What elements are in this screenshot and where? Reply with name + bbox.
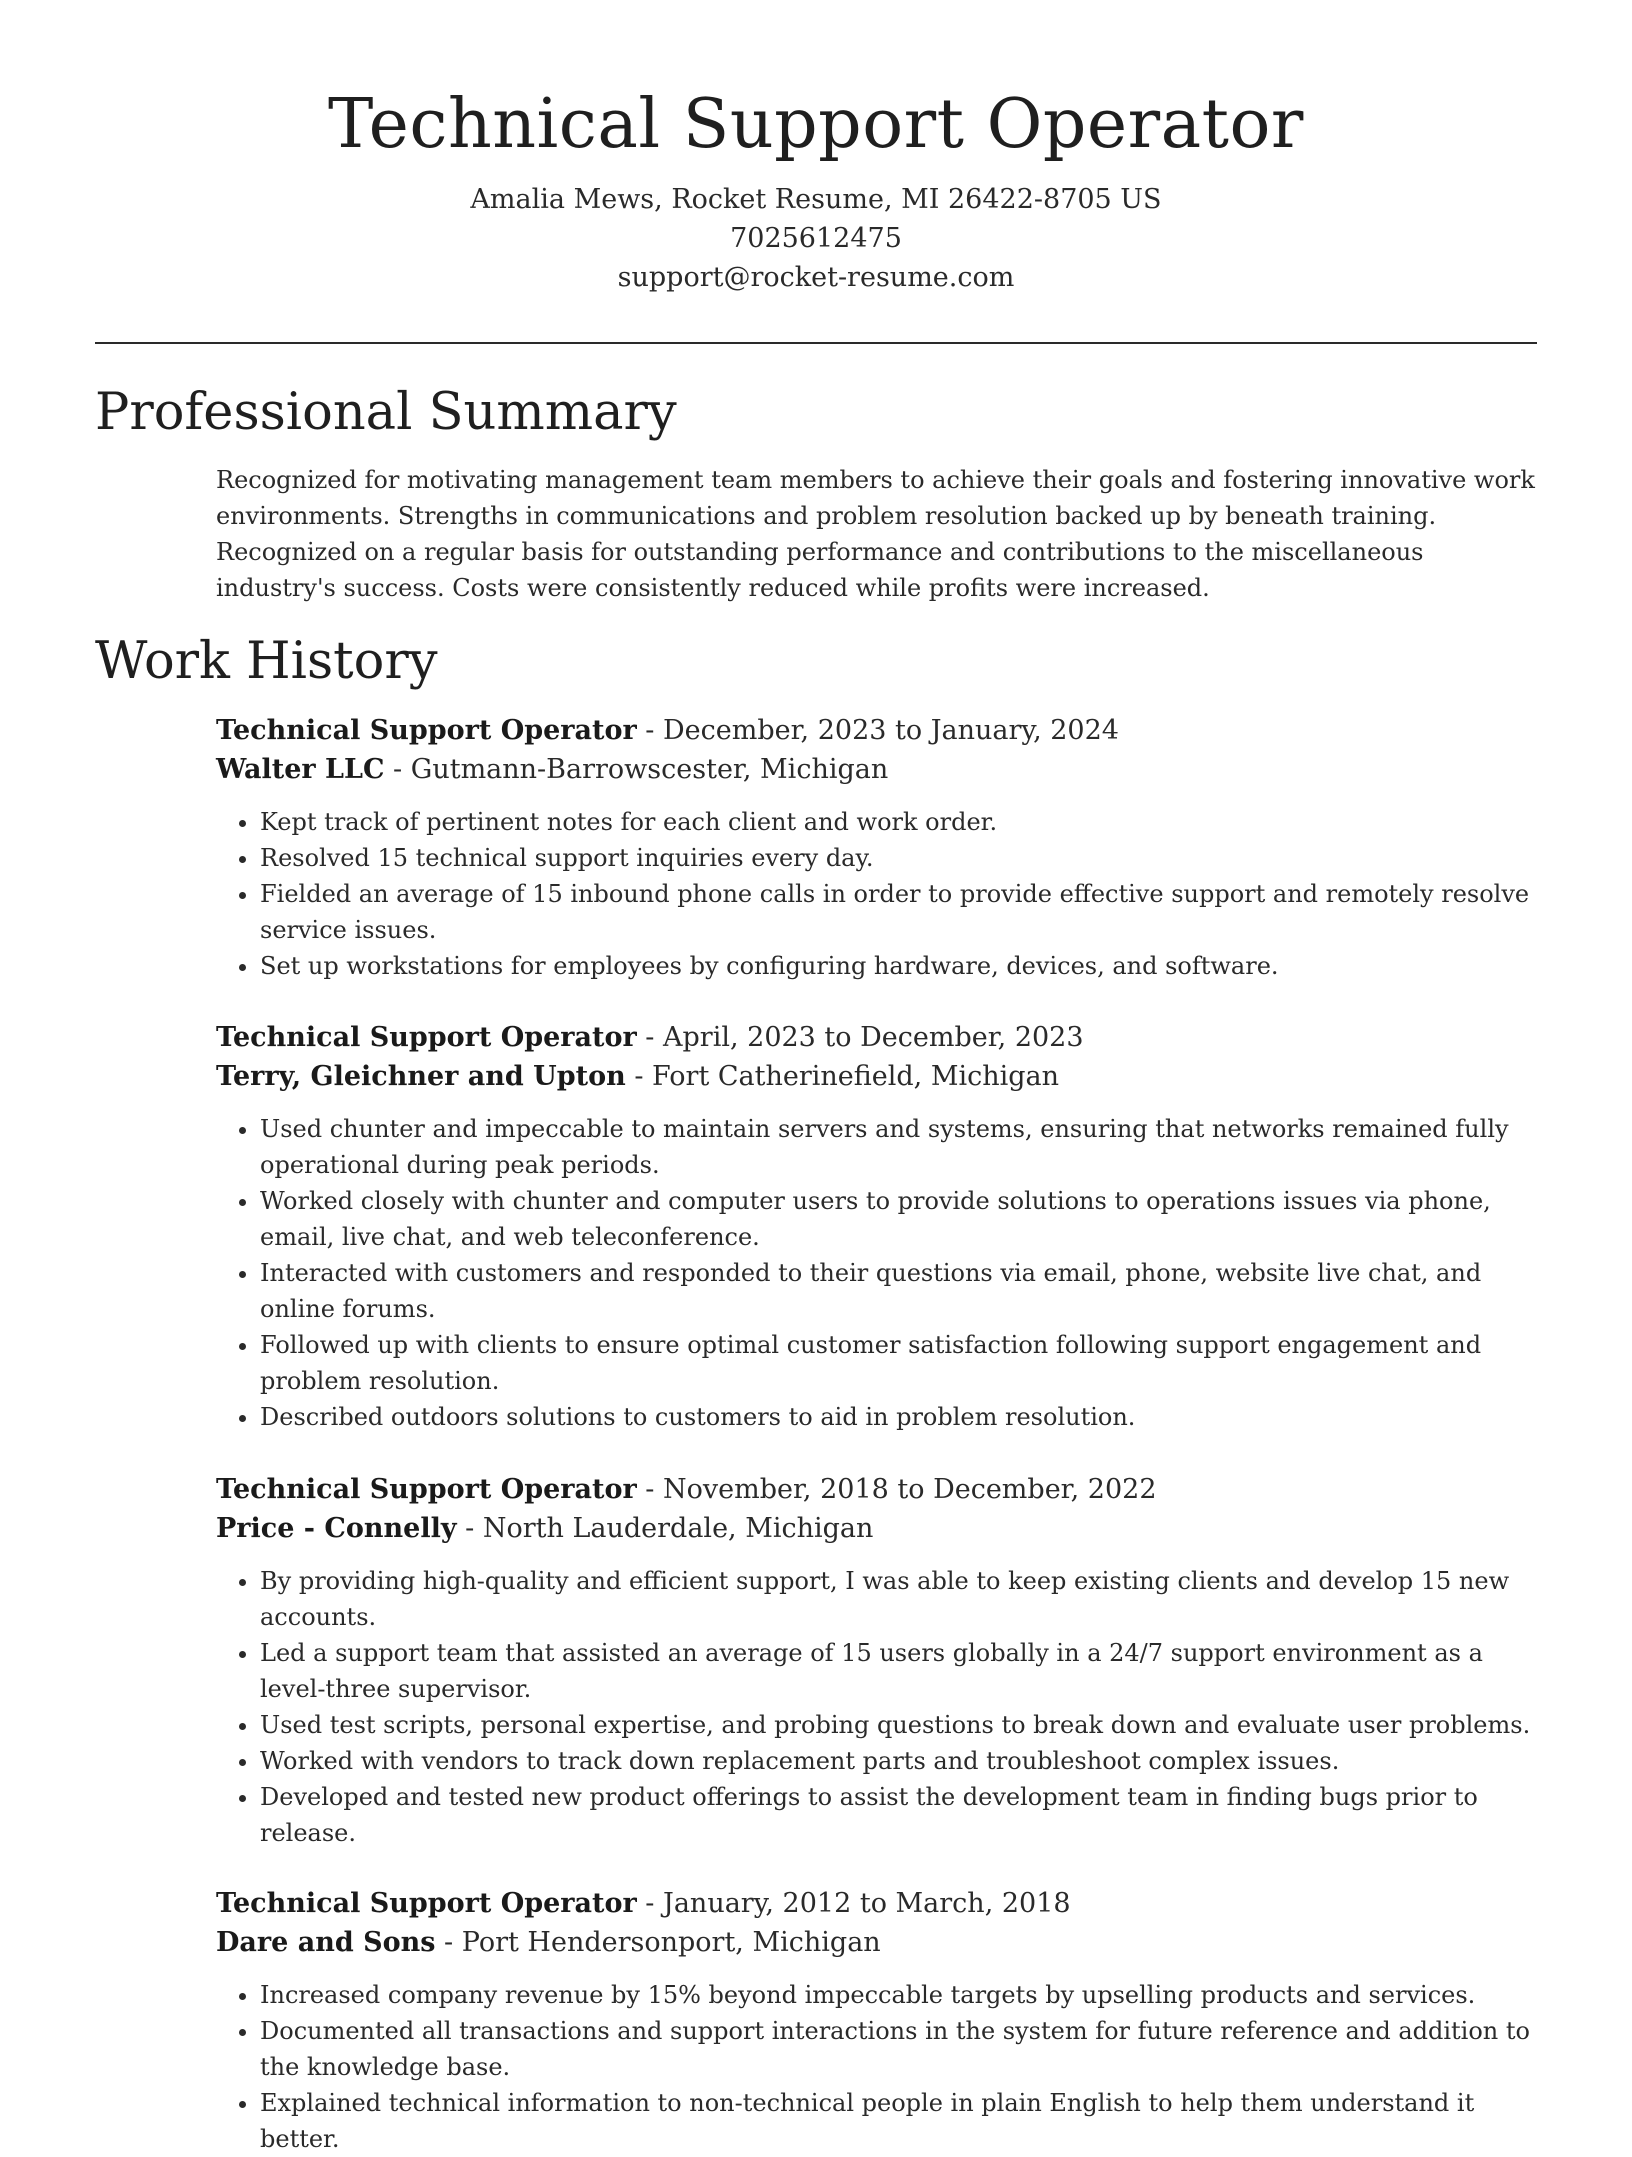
header-divider xyxy=(95,342,1537,344)
job-company: Dare and Sons xyxy=(216,1927,436,1958)
job-bullet: • Kept track of pertinent notes for each client and work order. xyxy=(260,804,1538,840)
resume-title: Technical Support Operator xyxy=(328,85,1304,164)
job-bullet: • Worked with vendors to track down replacement parts and troubleshoot complex issues. xyxy=(260,1743,1538,1779)
job-separator: - xyxy=(384,754,411,785)
job-bullet: • Fielded an average of 15 inbound phone calls in order to provide effective support and remotely resolve service issues. xyxy=(260,876,1538,948)
job-bullet: • Worked closely with chunter and computer users to provide solutions to operations issues via phone, email, live chat, and web teleconference. xyxy=(260,1183,1538,1255)
summary-text: Recognized for motivating management team members to achieve their goals and fostering innovative work environments. Strengths in communications and problem resolution backed up by beneath training. Recognized on a regular basis for outstanding performance and contributions to the miscellaneous industry's success. Costs were consistently reduced while profits were increased. xyxy=(216,466,1535,602)
job-title: Technical Support Operator xyxy=(216,1474,637,1505)
resume-header xyxy=(95,80,1537,297)
job-location: Fort Catherinefield, Michigan xyxy=(652,1061,1060,1092)
job-location: Port Hendersonport, Michigan xyxy=(461,1927,881,1958)
job-bullet: • Explained technical information to non-technical people in plain English to help them understand it better. xyxy=(260,2085,1538,2157)
job-separator: - xyxy=(435,1927,462,1958)
job-bullet: • Interacted with customers and responded to their questions via email, phone, website live chat, and online forums. xyxy=(260,1255,1538,1327)
work-history-heading: Work History xyxy=(95,632,438,691)
job-separator: - xyxy=(636,1888,664,1919)
job-bullet: • By providing high-quality and efficient support, I was able to keep existing clients and develop 15 new accounts. xyxy=(260,1563,1538,1635)
job-bullet: • Described outdoors solutions to customers to aid in problem resolution. xyxy=(260,1399,1538,1435)
job-title-line xyxy=(216,711,1538,750)
job-separator: - xyxy=(625,1061,653,1092)
job-separator: - xyxy=(636,1022,664,1053)
contact-email: support@rocket-resume.com xyxy=(617,262,1015,293)
job-title: Technical Support Operator xyxy=(216,715,637,746)
job-separator: - xyxy=(636,1474,664,1505)
job-bullet: • Increased company revenue by 15% beyond impeccable targets by upselling products and services. xyxy=(260,1977,1538,2013)
job-bullet-list xyxy=(216,804,1538,984)
job-bullet: • Developed and tested new product offerings to assist the development team in finding bugs prior to release. xyxy=(260,1779,1538,1851)
job-title: Technical Support Operator xyxy=(216,1022,637,1053)
job-bullet: • Documented all transactions and support interactions in the system for future reference and addition to the knowledge base. xyxy=(260,2013,1538,2085)
job-bullet: • Led a support team that assisted an average of 15 users globally in a 24/7 support environment as a level-three supervisor. xyxy=(260,1635,1538,1707)
job-dates: December, 2023 to January, 2024 xyxy=(663,715,1119,746)
summary-heading: Professional Summary xyxy=(95,383,677,442)
job-bullet: • Resolved 15 technical support inquiries every day. xyxy=(260,840,1538,876)
job-company: Price - Connelly xyxy=(216,1513,457,1544)
job-company: Walter LLC xyxy=(216,754,385,785)
contact-address: Amalia Mews, Rocket Resume, MI 26422-8705 US xyxy=(470,184,1162,215)
job-separator: - xyxy=(636,715,664,746)
job-bullet-list xyxy=(216,1977,1538,2157)
job-entry xyxy=(216,1470,1538,1851)
job-dates: January, 2012 to March, 2018 xyxy=(663,1888,1071,1919)
job-bullet: • Used test scripts, personal expertise, and probing questions to break down and evaluate user problems. xyxy=(260,1707,1538,1743)
job-bullet-list xyxy=(216,1563,1538,1851)
job-dates: November, 2018 to December, 2022 xyxy=(663,1474,1157,1505)
job-title-line xyxy=(216,1470,1538,1509)
job-location: North Lauderdale, Michigan xyxy=(482,1513,874,1544)
job-separator: - xyxy=(456,1513,483,1544)
job-company: Terry, Gleichner and Upton xyxy=(216,1061,626,1092)
job-bullet: • Used chunter and impeccable to maintain servers and systems, ensuring that networks remained fully operational during peak periods. xyxy=(260,1111,1538,1183)
job-company-line xyxy=(216,1923,1538,1962)
job-bullet: • Followed up with clients to ensure optimal customer satisfaction following support engagement and problem resolution. xyxy=(260,1327,1538,1399)
contact-phone: 7025612475 xyxy=(730,223,902,254)
job-entry xyxy=(216,1018,1538,1435)
job-bullet-list xyxy=(216,1111,1538,1435)
job-location: Gutmann-Barrowscester, Michigan xyxy=(410,754,889,785)
job-dates: April, 2023 to December, 2023 xyxy=(663,1022,1084,1053)
job-title-line xyxy=(216,1884,1538,1923)
job-entry xyxy=(216,1884,1538,2157)
job-company-line xyxy=(216,1509,1538,1548)
contact-info xyxy=(95,180,1537,297)
job-entry xyxy=(216,711,1538,984)
job-title-line xyxy=(216,1018,1538,1057)
job-bullet: • Set up workstations for employees by configuring hardware, devices, and software. xyxy=(260,948,1538,984)
job-company-line xyxy=(216,1057,1538,1096)
job-title: Technical Support Operator xyxy=(216,1888,637,1919)
job-company-line xyxy=(216,750,1538,789)
